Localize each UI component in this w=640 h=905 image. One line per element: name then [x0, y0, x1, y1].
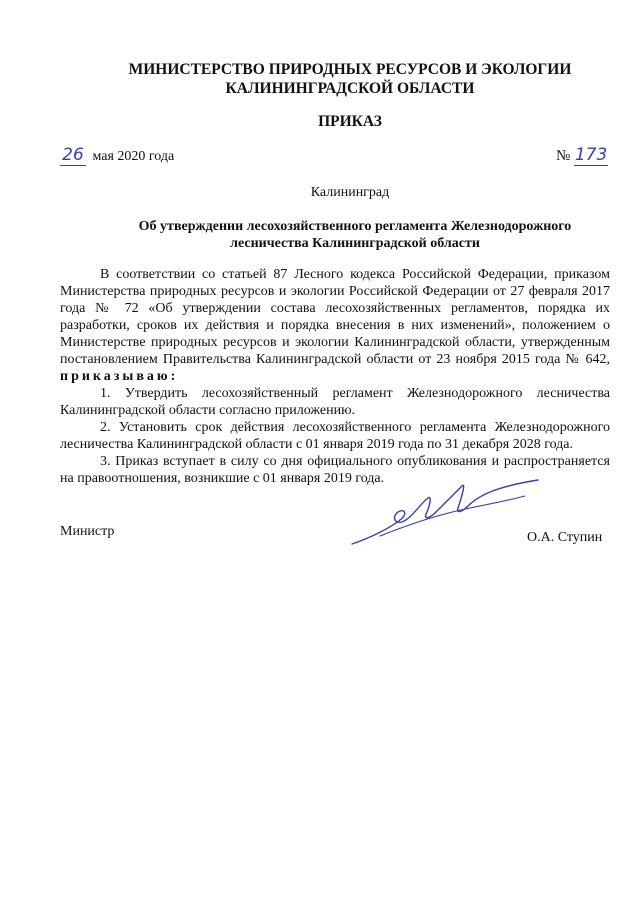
order-subject — [120, 218, 590, 252]
document-type-title: ПРИКАЗ — [318, 113, 382, 130]
preamble-paragraph — [60, 266, 610, 385]
handwritten-date-day: 26 — [60, 145, 86, 166]
date-month-year: мая 2020 года — [92, 149, 175, 164]
ministry-line-2: КАЛИНИНГРАДСКОЙ ОБЛАСТИ — [225, 80, 475, 97]
handwritten-order-number: 173 — [574, 145, 608, 165]
subject-line-2: лесничества Калининградской области — [230, 236, 480, 251]
ministry-header — [60, 60, 640, 98]
order-date — [60, 145, 174, 166]
order-number — [556, 145, 608, 166]
order-body — [60, 266, 610, 487]
ministry-line-1: МИНИСТЕРСТВО ПРИРОДНЫХ РЕСУРСОВ И ЭКОЛОГИИ — [128, 61, 572, 78]
subject-line-1: Об утверждении лесохозяйственного регламента Железнодорожного — [138, 219, 572, 234]
orders-word: приказываю: — [60, 369, 179, 384]
order-item-2: 2. Установить срок действия лесохозяйственного регламента Железнодорожного лесничества Калининградской области с 01 января 2019 года по 31 декабря 2028 года. — [60, 420, 610, 452]
city-name: Калининград — [310, 185, 390, 200]
order-item-1: 1. Утвердить лесохозяйственный регламент Железнодорожного лесничества Калининградской области согласно приложению. — [60, 386, 610, 418]
number-sign: № — [556, 148, 571, 164]
handwritten-signature — [350, 478, 540, 548]
preamble-text: В соответствии со статьей 87 Лесного кодекса Российской Федерации, приказом Министерства природных ресурсов и экологии Российской Федерации от 27 февраля 2017 года № 72 «Об утверждении состава лесохозяйственных регламентов, порядка их разработки, сроков их действия и порядка внесения в них изменений», положением о Министерстве природных ресурсов и экологии Калининградской области, утвержденным постановлением Правительства Калининградской области от 23 ноября 2015 года № 642, — [60, 267, 610, 367]
signer-position: Министр — [60, 524, 115, 539]
order-item-3: 3. Приказ вступает в силу со дня официального опубликования и распространяется на правоотношения, возникшие с 01 января 2019 года. — [60, 454, 610, 486]
signer-name: О.А. Ступин — [527, 530, 603, 545]
